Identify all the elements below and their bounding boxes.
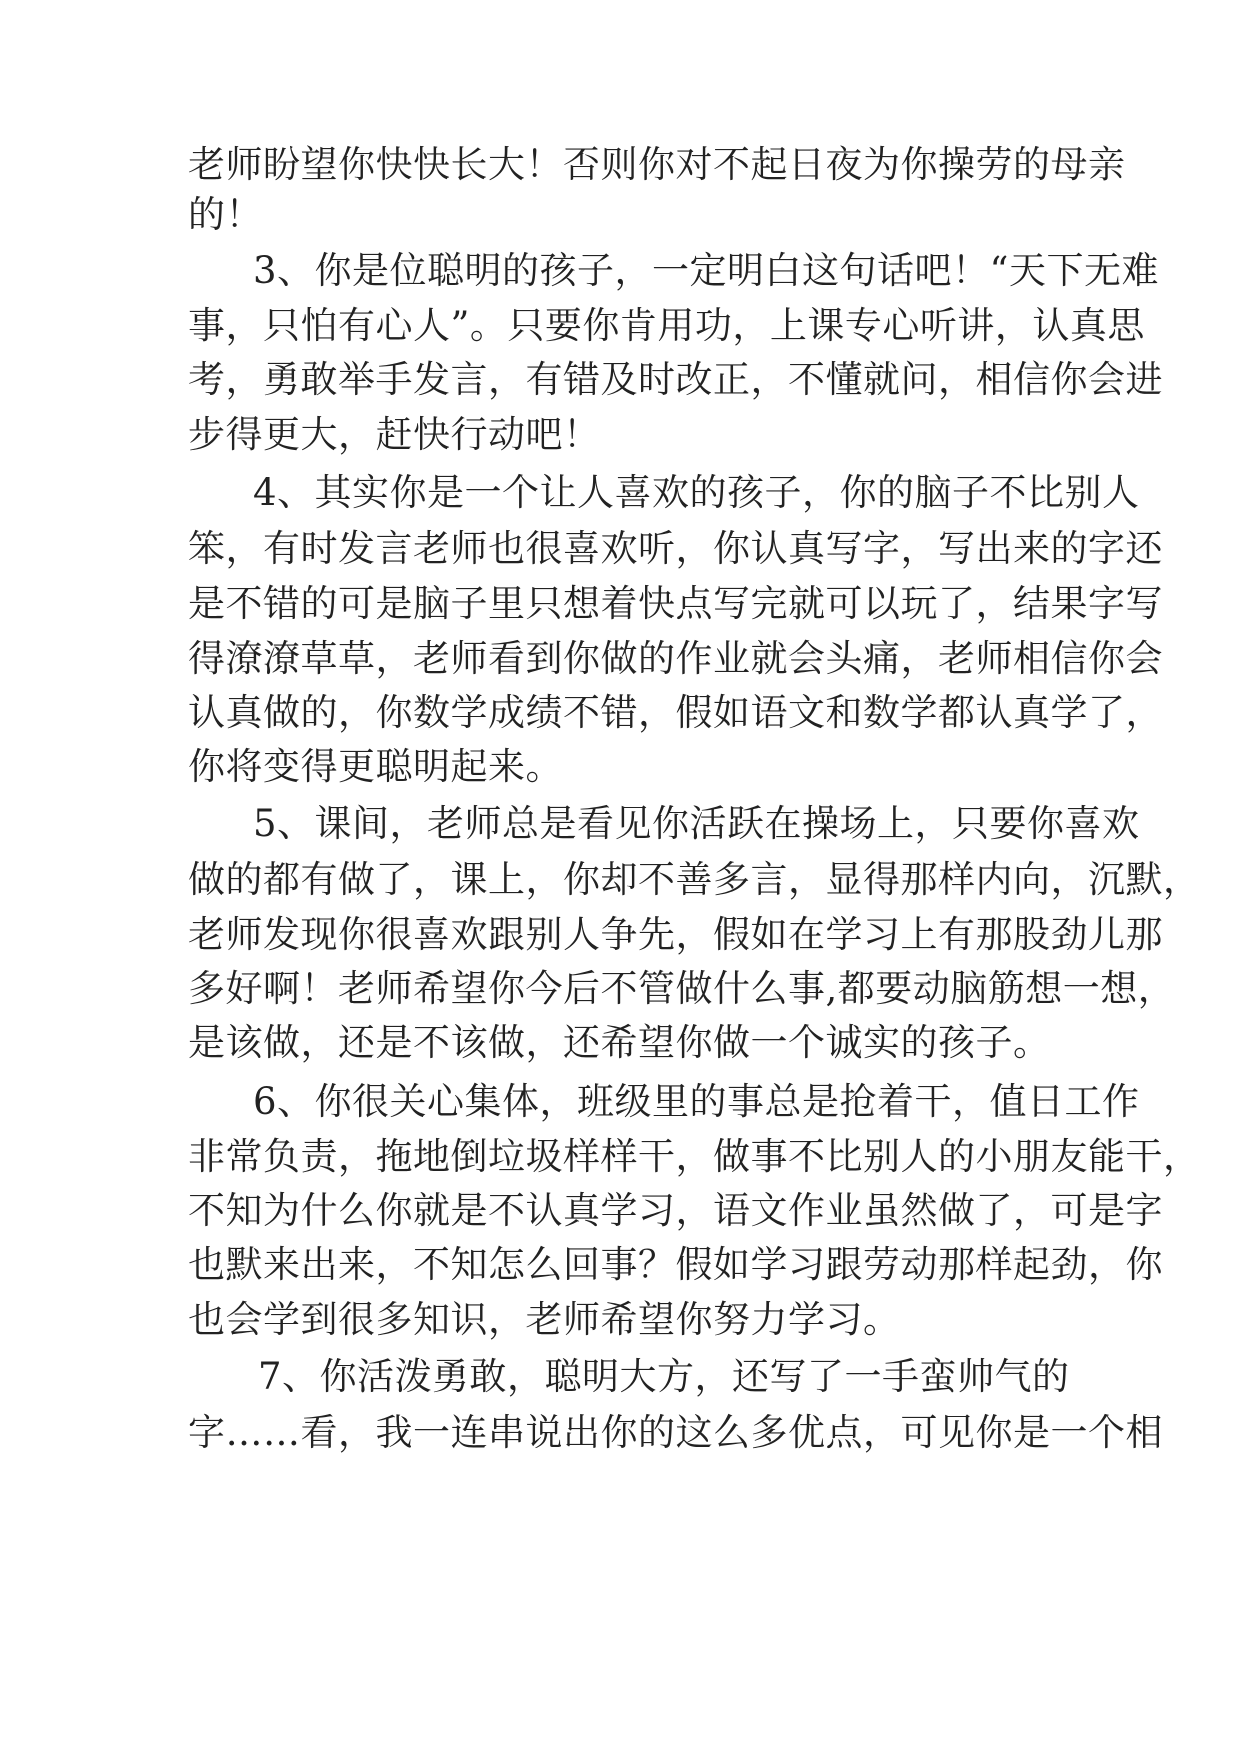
text-line: 考，勇敢举手发言，有错及时改正，不懂就问，相信你会进 <box>188 358 1163 401</box>
text-line: 是不错的可是脑子里只想着快点写完就可以玩了，结果字写 <box>188 582 1163 625</box>
text-line: 你将变得更聪明起来。 <box>188 745 563 788</box>
text-line: 也默来出来，不知怎么回事？假如学习跟劳动那样起劲，你 <box>188 1243 1163 1286</box>
text-line: 认真做的，你数学成绩不错，假如语文和数学都认真学了， <box>188 691 1163 734</box>
text-line: 多好啊！老师希望你今后不管做什么事,都要动脑筋想一想， <box>188 967 1176 1010</box>
text-line: 是该做，还是不该做，还希望你做一个诚实的孩子。 <box>188 1021 1051 1064</box>
text-line: 非常负责，拖地倒垃圾样样干，做事不比别人的小朋友能干， <box>188 1135 1201 1178</box>
text-line: 的！ <box>188 193 263 236</box>
text-line: 5、课间，老师总是看见你活跃在操场上，只要你喜欢 <box>253 802 1140 845</box>
text-line: 步得更大，赶快行动吧！ <box>188 413 601 456</box>
text-line: 得潦潦草草，老师看到你做的作业就会头痛，老师相信你会 <box>188 637 1163 680</box>
text-line: 3、你是位聪明的孩子，一定明白这句话吧！“天下无难 <box>253 249 1159 292</box>
text-line: 也会学到很多知识，老师希望你努力学习。 <box>188 1298 901 1341</box>
text-line: 老师盼望你快快长大！否则你对不起日夜为你操劳的母亲 <box>188 143 1126 186</box>
text-line: 做的都有做了，课上，你却不善多言，显得那样内向，沉默， <box>188 858 1201 901</box>
text-line: 事，只怕有心人”。只要你肯用功，上课专心听讲，认真思 <box>188 304 1145 347</box>
text-line: 不知为什么你就是不认真学习，语文作业虽然做了，可是字 <box>188 1189 1163 1232</box>
text-line: 字……看，我一连串说出你的这么多优点，可见你是一个相 <box>188 1411 1163 1454</box>
text-line: 老师发现你很喜欢跟别人争先，假如在学习上有那股劲儿那 <box>188 913 1163 956</box>
text-line: 笨，有时发言老师也很喜欢听，你认真写字，写出来的字还 <box>188 527 1163 570</box>
text-line: 4、其实你是一个让人喜欢的孩子，你的脑子不比别人 <box>253 471 1140 514</box>
text-line: 7、你活泼勇敢，聪明大方，还写了一手蛮帅气的 <box>258 1355 1070 1398</box>
text-line: 6、你很关心集体，班级里的事总是抢着干，值日工作 <box>253 1080 1140 1123</box>
